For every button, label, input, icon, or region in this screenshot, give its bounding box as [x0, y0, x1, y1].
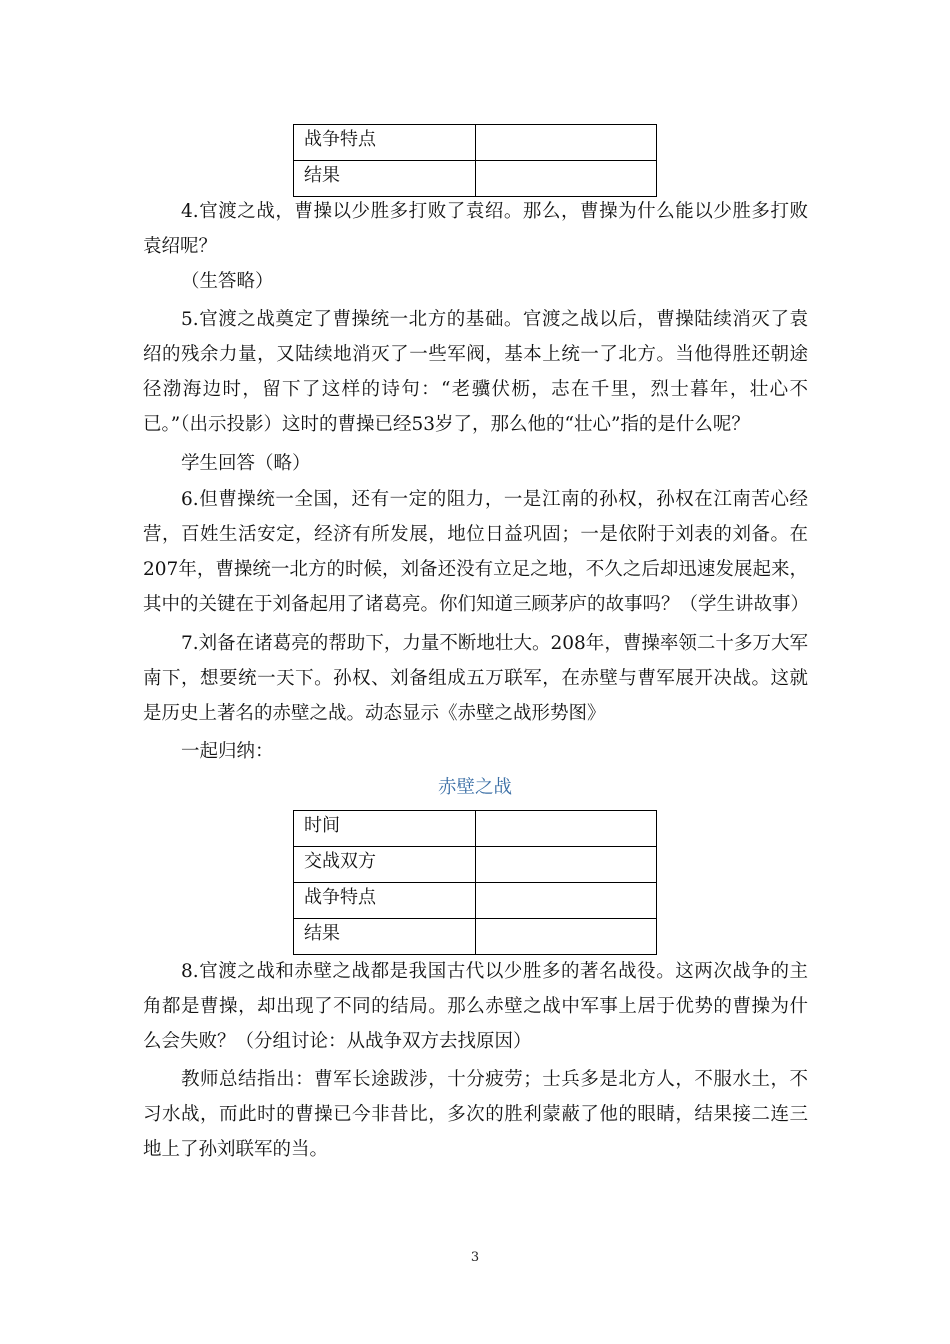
table-row: [294, 919, 657, 955]
table-cell-value: [476, 883, 657, 919]
table-cell-value: [476, 161, 657, 197]
paragraph-question-8: 8.官渡之战和赤壁之战都是我国古代以少胜多的著名战役。这两次战争的主角都是曹操，却出现了不同的结局。那么赤壁之战中军事上居于优势的曹操为什么会失败？（分组讨论：从战争双方去找原因）: [143, 961, 808, 1052]
paragraph-answer-4: （生答略）: [181, 271, 274, 292]
paragraph-question-6: 6.但曹操统一全国，还有一定的阻力，一是江南的孙权，孙权在江南苦心经营，百姓生活安定，经济有所发展，地位日益巩固；一是依附于刘表的刘备。在207年，曹操统一北方的时候，刘备还没有立足之地，不久之后却迅速发展起来，其中的关键在于刘备起用了诸葛亮。你们知道三顾茅庐的故事吗？（学生讲故事）: [143, 489, 810, 615]
paragraph-answer-5: 学生回答（略）: [181, 453, 311, 474]
table-cell-value: [476, 847, 657, 883]
page-number: 3: [470, 1250, 480, 1265]
table-row: [294, 161, 657, 197]
table-cell-value: [476, 811, 657, 847]
paragraph-question-4: 4.官渡之战，曹操以少胜多打败了袁绍。那么，曹操为什么能以少胜多打败袁绍呢？: [143, 201, 808, 257]
table-cell-label: 交战双方: [294, 847, 476, 883]
paragraph-teacher-summary: 教师总结指出：曹军长途跋涉，十分疲劳；士兵多是北方人，不服水土，不习水战，而此时的曹操已今非昔比，多次的胜利蒙蔽了他的眼睛，结果接二连三地上了孙刘联军的当。: [143, 1069, 808, 1160]
table-row: [294, 811, 657, 847]
table-cell-label: 战争特点: [294, 883, 476, 919]
table-row: [294, 883, 657, 919]
chibi-battle-table: [293, 810, 657, 955]
table-cell-value: [476, 125, 657, 161]
table-row: [294, 125, 657, 161]
table-caption: 赤壁之战: [437, 777, 512, 798]
table-cell-label: 时间: [294, 811, 476, 847]
paragraph-question-7: 7.刘备在诸葛亮的帮助下，力量不断地壮大。208年，曹操率领二十多万大军南下，想要统一天下。孙权、刘备组成五万联军，在赤壁与曹军展开决战。这就是历史上著名的赤壁之战。动态显示《赤壁之战形势图》: [143, 633, 808, 724]
battle-table-continued: [293, 124, 657, 197]
table-cell-value: [476, 919, 657, 955]
paragraph-question-5: 5.官渡之战奠定了曹操统一北方的基础。官渡之战以后，曹操陆续消灭了袁绍的残余力量，又陆续地消灭了一些军阀，基本上统一了北方。当他得胜还朝途径渤海边时，留下了这样的诗句：“老骥伏枥，志在千里，烈士暮年，壮心不已。”（出示投影）这时的曹操已经53岁了，那么他的“壮心”指的是什么呢？: [143, 309, 808, 435]
table-cell-label: 战争特点: [294, 125, 476, 161]
table-cell-label: 结果: [294, 161, 476, 197]
table-cell-label: 结果: [294, 919, 476, 955]
table-row: [294, 847, 657, 883]
paragraph-summary-intro: 一起归纳：: [181, 741, 274, 762]
